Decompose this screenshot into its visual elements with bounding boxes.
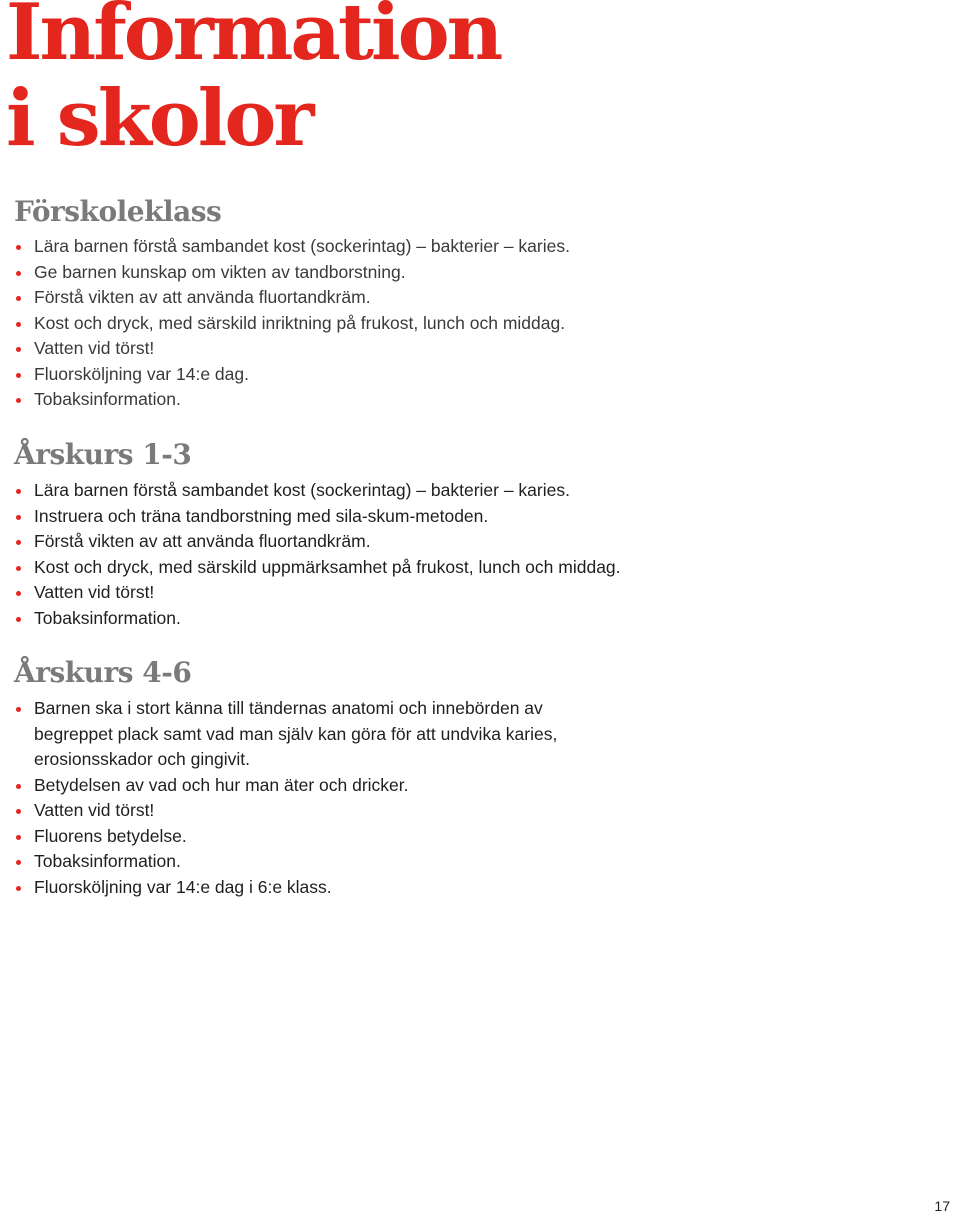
list-item <box>14 580 944 606</box>
list-item <box>14 849 944 875</box>
bullet-icon <box>16 809 21 814</box>
bullet-icon <box>16 566 21 571</box>
list-item-text: Förstå vikten av att använda fluortandkräm. <box>34 287 371 307</box>
section-arskurs-1-3 <box>14 437 944 631</box>
section-heading: Årskurs 4-6 <box>14 656 192 689</box>
page-number: 17 <box>934 1198 950 1214</box>
bullet-icon <box>16 540 21 545</box>
list-item <box>14 798 944 824</box>
bullet-list <box>14 696 944 900</box>
bullet-list <box>14 234 944 413</box>
list-item <box>14 260 944 286</box>
list-item <box>14 362 944 388</box>
list-item <box>14 336 944 362</box>
bullet-icon <box>16 398 21 403</box>
section-forskoleklass <box>14 194 944 413</box>
bullet-icon <box>16 245 21 250</box>
bullet-icon <box>16 591 21 596</box>
section-heading: Årskurs 1-3 <box>14 438 192 471</box>
list-item-text: Fluorsköljning var 14:e dag. <box>34 363 249 384</box>
list-item-text: Tobaksinformation. <box>34 851 181 871</box>
list-item <box>14 529 944 555</box>
bullet-icon <box>16 860 21 865</box>
list-item-text: Vatten vid törst! <box>34 338 155 358</box>
list-item <box>14 824 944 850</box>
list-item <box>14 875 944 901</box>
bullet-icon <box>16 784 21 789</box>
list-item <box>14 478 944 504</box>
bullet-icon <box>16 347 21 352</box>
list-item-text: Vatten vid törst! <box>34 800 155 820</box>
bullet-icon <box>16 886 21 891</box>
list-item <box>14 234 944 260</box>
list-item <box>14 387 944 413</box>
list-item-text: Fluorens betydelse. <box>34 825 187 846</box>
bullet-icon <box>16 835 21 840</box>
bullet-icon <box>16 617 21 622</box>
list-item-text: Kost och dryck, med särskild inriktning på frukost, lunch och middag. <box>34 312 566 333</box>
bullet-icon <box>16 322 21 327</box>
page-title <box>6 0 500 162</box>
bullet-icon <box>16 296 21 301</box>
list-item-text: Förstå vikten av att använda fluortandkräm. <box>34 531 371 551</box>
bullet-icon <box>16 515 21 520</box>
list-item-text: Tobaksinformation. <box>34 607 181 628</box>
list-item <box>14 606 944 632</box>
list-item-text: Fluorsköljning var 14:e dag i 6:e klass. <box>34 876 332 897</box>
list-item-text: Barnen ska i stort känna till tändernas anatomi och innebörden av begreppet plack samt vad man själv kan göra för att undvika karies, erosionsskador och gingivit. <box>34 698 558 769</box>
list-item <box>14 555 944 581</box>
list-item-text: Lära barnen förstå sambandet kost (sockerintag) – bakterier – karies. <box>34 480 570 500</box>
list-item-text: Instruera och träna tandborstning med sila-skum-metoden. <box>34 505 489 526</box>
page-title-line-2: i skolor <box>6 73 312 164</box>
bullet-icon <box>16 489 21 494</box>
bullet-icon <box>16 373 21 378</box>
section-heading: Förskoleklass <box>14 195 222 228</box>
list-item <box>14 504 944 530</box>
list-item <box>14 311 944 337</box>
bullet-list <box>14 478 944 631</box>
list-item <box>14 696 594 773</box>
list-item-text: Kost och dryck, med särskild uppmärksamhet på frukost, lunch och middag. <box>34 556 621 577</box>
list-item-text: Lära barnen förstå sambandet kost (sockerintag) – bakterier – karies. <box>34 236 570 256</box>
list-item-text: Tobaksinformation. <box>34 389 181 409</box>
bullet-icon <box>16 271 21 276</box>
list-item-text: Betydelsen av vad och hur man äter och dricker. <box>34 774 409 795</box>
list-item <box>14 285 944 311</box>
bullet-icon <box>16 707 21 712</box>
section-arskurs-4-6 <box>14 655 944 900</box>
list-item-text: Vatten vid törst! <box>34 582 155 602</box>
page-title-line-1: Information <box>6 0 501 78</box>
list-item-text: Ge barnen kunskap om vikten av tandborstning. <box>34 261 406 282</box>
list-item <box>14 773 944 799</box>
